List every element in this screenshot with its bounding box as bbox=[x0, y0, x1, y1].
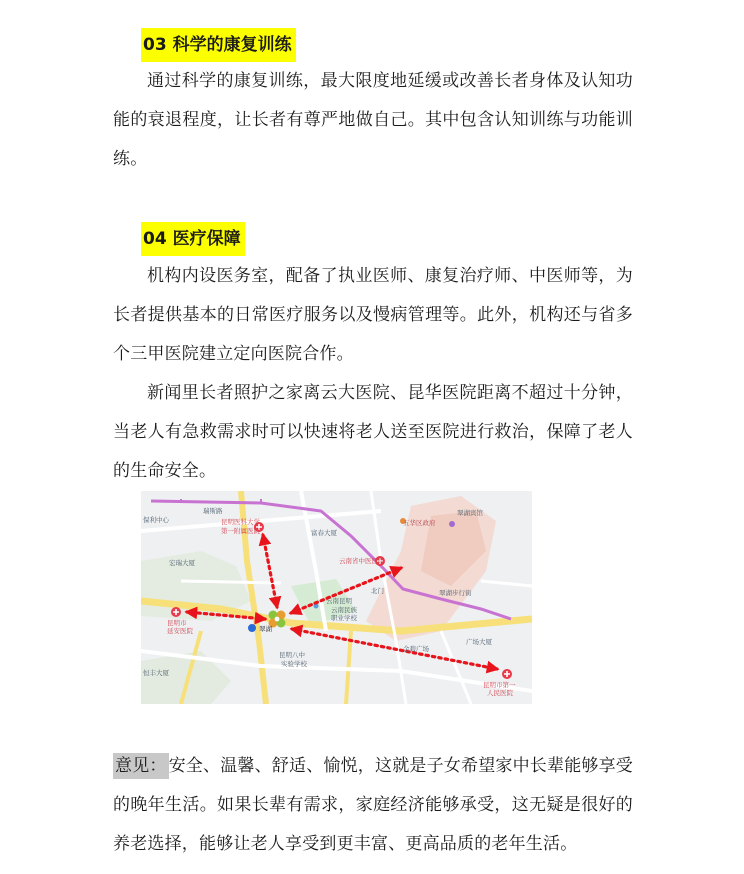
map-label: 云南民族 bbox=[331, 606, 357, 614]
map-label-hospital: 第一附属医院 bbox=[221, 527, 260, 535]
hospital-location-map bbox=[141, 491, 532, 704]
map-label: 瑞斯路 bbox=[203, 507, 223, 515]
map-label: 五华区政府 bbox=[403, 519, 436, 527]
section-3-heading: 03 科学的康复训练 bbox=[141, 28, 296, 62]
map-label: 宏瑞大厦 bbox=[169, 559, 195, 567]
section-3-paragraph: 通过科学的康复训练，最大限度地延缓或改善长者身体及认知功能的衰退程度，让长者有尊严地做自己。其中包含认知训练与功能训练。 bbox=[113, 71, 633, 169]
map-label: 昆明八中 bbox=[279, 651, 305, 659]
map-label-hospital: 昆明医科大学 bbox=[221, 518, 260, 526]
map-label-hospital: 云南省中医医院 bbox=[339, 557, 385, 565]
map-label: 北门 bbox=[371, 587, 384, 595]
map-label: 广场大厦 bbox=[466, 638, 492, 646]
map-label: 恒丰大厦 bbox=[143, 669, 169, 677]
opinion-text: 安全、温馨、舒适、愉悦，这就是子女希望家中长辈能够享受的晚年生活。如果长辈有需求，家庭经济能够承受，这无疑是很好的养老选择，能够让老人享受到更丰富、更高品质的老年生活。 bbox=[113, 756, 634, 854]
map-label: 职业学校 bbox=[331, 614, 357, 622]
map-label: 金碧广场 bbox=[403, 645, 429, 653]
map-label: 实验学校 bbox=[281, 660, 307, 668]
map-label-hospital: 延安医院 bbox=[167, 627, 193, 635]
map-label: 保利中心 bbox=[143, 516, 169, 524]
section-4-heading: 04 医疗保障 bbox=[141, 222, 245, 256]
map-label: 富春大厦 bbox=[311, 529, 337, 537]
map-label: 云南昆明 bbox=[326, 597, 352, 605]
opinion-label: 意见： bbox=[113, 753, 169, 779]
map-label-care-home: 翠湖 bbox=[259, 625, 272, 633]
map-label-hospital: 人民医院 bbox=[487, 689, 513, 697]
section-4-paragraph-2: 新闻里长者照护之家离云大医院、昆华医院距离不超过十分钟，当老人有急救需求时可以快速将老人送至医院进行救治，保障了老人的生命安全。 bbox=[113, 383, 633, 481]
map-label: 翠湖步行街 bbox=[439, 589, 472, 597]
map-label-hospital: 昆明市第一 bbox=[483, 681, 516, 689]
map-label: 翠湖宾馆 bbox=[457, 509, 483, 517]
map-label-hospital: 昆明市 bbox=[167, 619, 187, 627]
map-graphic bbox=[141, 491, 532, 704]
section-4-paragraph-1: 机构内设医务室，配备了执业医师、康复治疗师、中医师等，为长者提供基本的日常医疗服务以及慢病管理等。此外，机构还与省多个三甲医院建立定向医院合作。 bbox=[113, 266, 633, 364]
opinion-paragraph bbox=[113, 747, 633, 864]
